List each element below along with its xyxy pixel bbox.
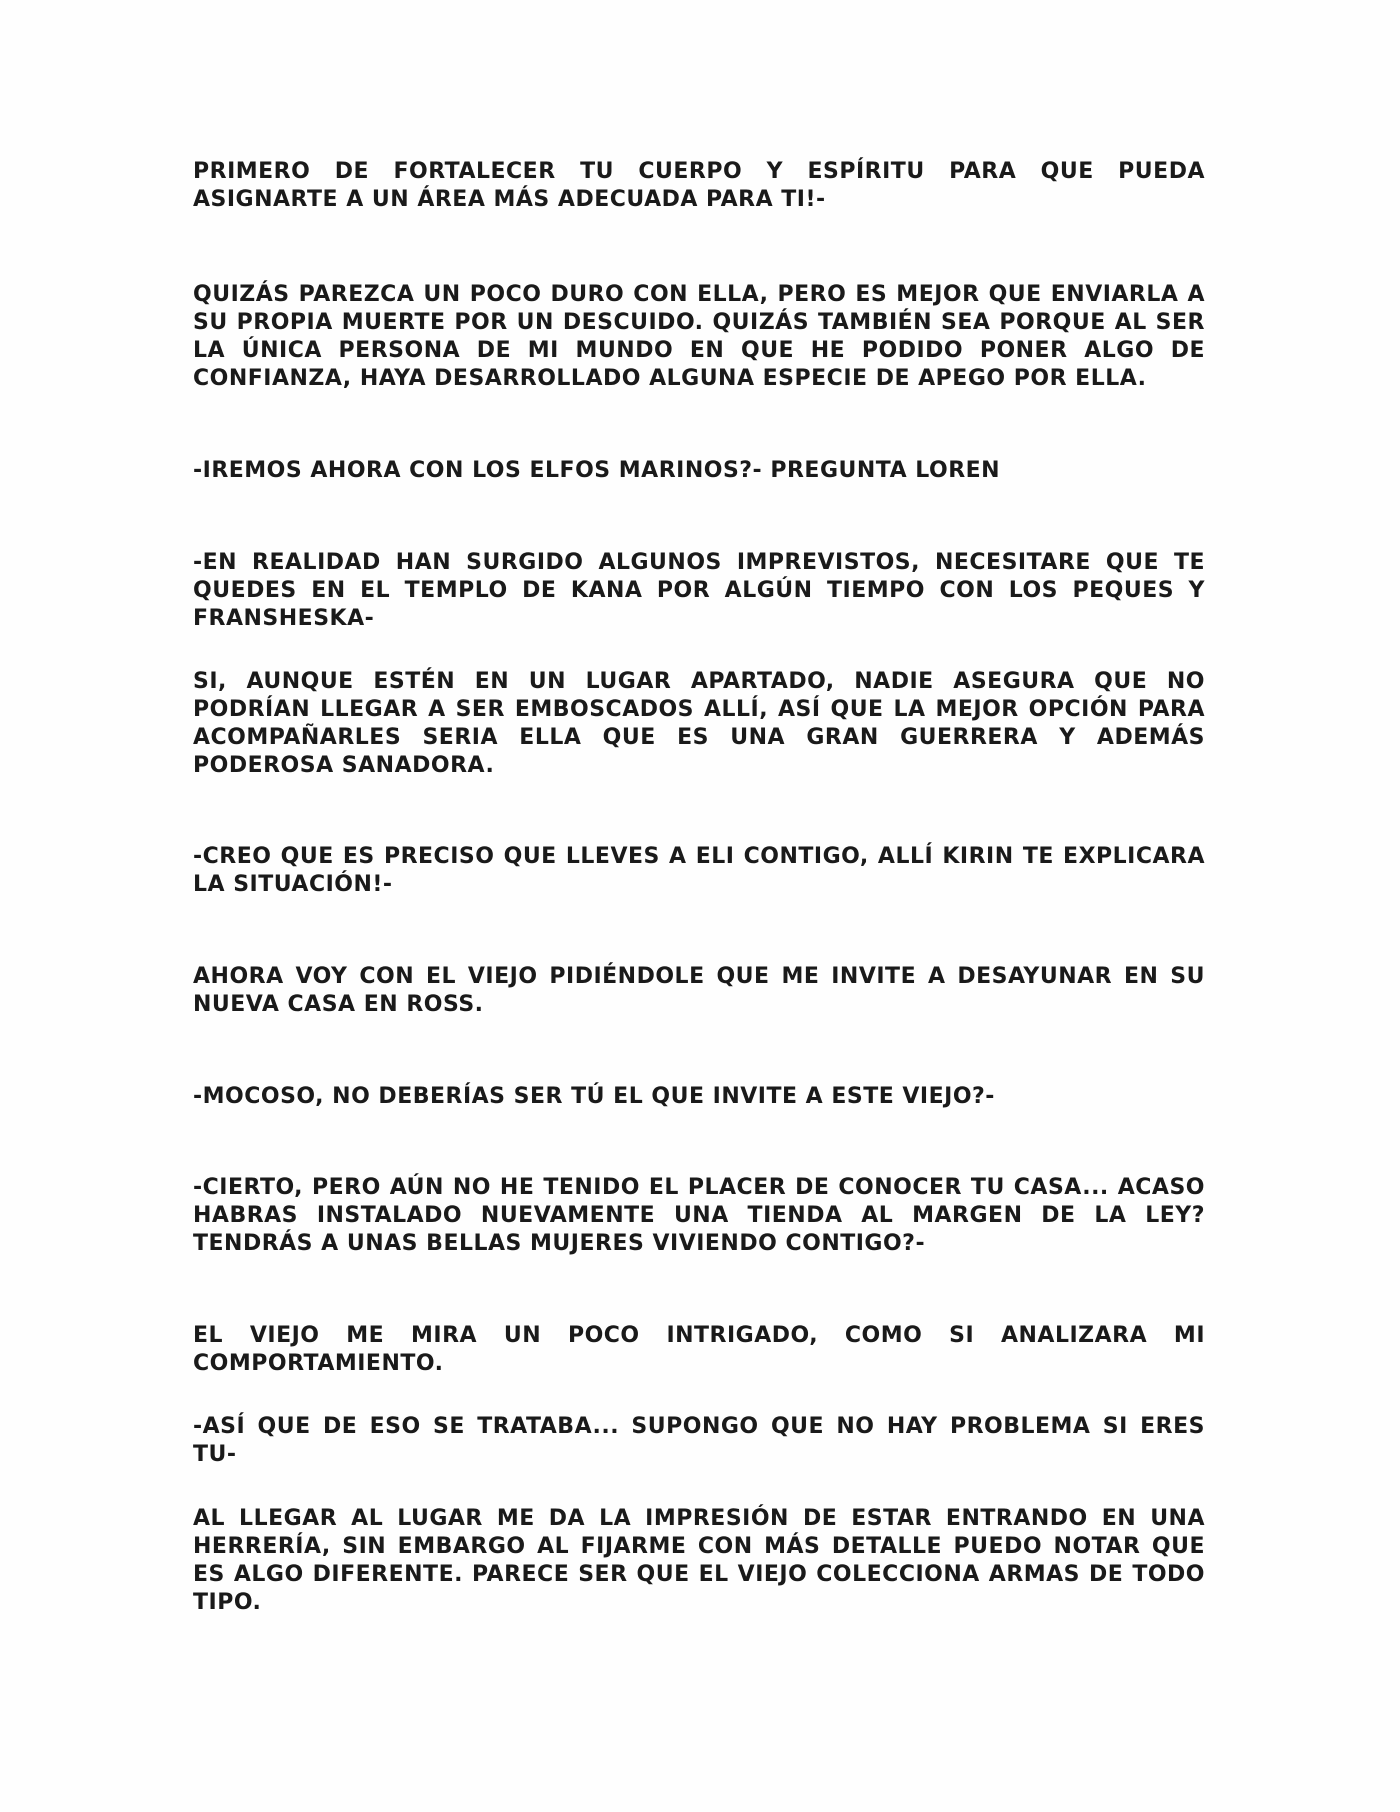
paragraph-3: -IREMOS AHORA CON LOS ELFOS MARINOS?- PREGUNTA LOREN bbox=[193, 458, 1001, 483]
paragraph-9: -CIERTO, PERO AÚN NO HE TENIDO EL PLACER DE CONOCER TU CASA... ACASO HABRAS INSTALADO NUEVAMENTE UNA TIENDA AL MARGEN DE LA LEY? TENDRÁS A UNAS BELLAS MUJERES VIVIENDO CONTIGO?- bbox=[193, 1175, 1205, 1256]
paragraph-7: AHORA VOY CON EL VIEJO PIDIÉNDOLE QUE ME INVITE A DESAYUNAR EN SU NUEVA CASA EN ROSS. bbox=[193, 964, 1205, 1017]
paragraph-4: -EN REALIDAD HAN SURGIDO ALGUNOS IMPREVISTOS, NECESITARE QUE TE QUEDES EN EL TEMPLO DE KANA POR ALGÚN TIEMPO CON LOS PEQUES Y FRANSHESKA- bbox=[193, 550, 1205, 631]
paragraph-10: EL VIEJO ME MIRA UN POCO INTRIGADO, COMO SI ANALIZARA MI COMPORTAMIENTO. bbox=[193, 1323, 1205, 1376]
paragraph-12: AL LLEGAR AL LUGAR ME DA LA IMPRESIÓN DE ESTAR ENTRANDO EN UNA HERRERÍA, SIN EMBARGO AL FIJARME CON MÁS DETALLE PUEDO NOTAR QUE ES ALGO DIFERENTE. PARECE SER QUE EL VIEJO COLECCIONA ARMAS DE TODO TIPO. bbox=[193, 1506, 1205, 1615]
paragraph-8: -MOCOSO, NO DEBERÍAS SER TÚ EL QUE INVITE A ESTE VIEJO?- bbox=[193, 1084, 995, 1109]
paragraph-5: SI, AUNQUE ESTÉN EN UN LUGAR APARTADO, NADIE ASEGURA QUE NO PODRÍAN LLEGAR A SER EMBOSCADOS ALLÍ, ASÍ QUE LA MEJOR OPCIÓN PARA ACOMPAÑARLES SERIA ELLA QUE ES UNA GRAN GUERRERA Y ADEMÁS PODEROSA SANADORA. bbox=[193, 669, 1205, 778]
paragraph-11: -ASÍ QUE DE ESO SE TRATABA... SUPONGO QUE NO HAY PROBLEMA SI ERES TU- bbox=[193, 1414, 1205, 1467]
paragraph-2: QUIZÁS PAREZCA UN POCO DURO CON ELLA, PERO ES MEJOR QUE ENVIARLA A SU PROPIA MUERTE POR UN DESCUIDO. QUIZÁS TAMBIÉN SEA PORQUE AL SER LA ÚNICA PERSONA DE MI MUNDO EN QUE HE PODIDO PONER ALGO DE CONFIANZA, HAYA DESARROLLADO ALGUNA ESPECIE DE APEGO POR ELLA. bbox=[193, 282, 1205, 391]
paragraph-6: -CREO QUE ES PRECISO QUE LLEVES A ELI CONTIGO, ALLÍ KIRIN TE EXPLICARA LA SITUACIÓN!- bbox=[193, 844, 1205, 897]
paragraph-1: PRIMERO DE FORTALECER TU CUERPO Y ESPÍRITU PARA QUE PUEDA ASIGNARTE A UN ÁREA MÁS ADECUADA PARA TI!- bbox=[193, 159, 1205, 212]
